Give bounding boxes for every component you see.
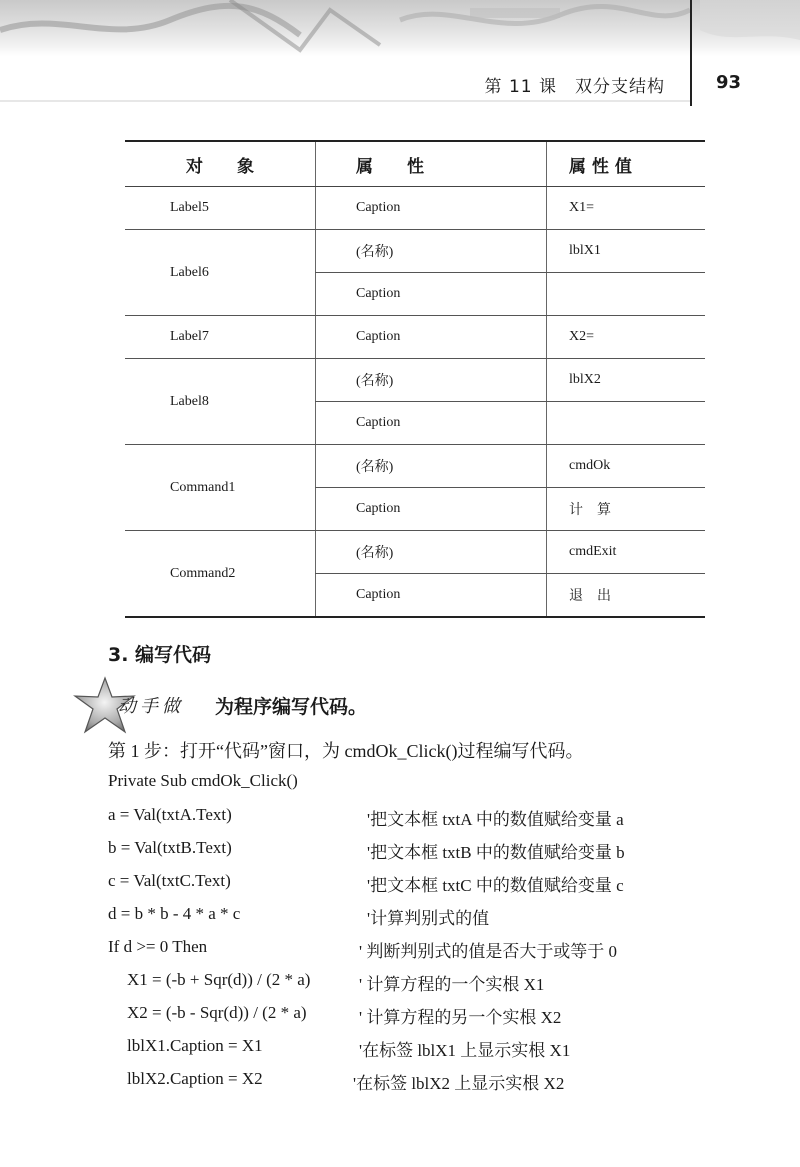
code-comment: '在标签 lblX1 上显示实根 X1 <box>359 1041 571 1060</box>
section-title: 3. 编写代码 <box>108 644 212 666</box>
table-row <box>125 445 705 488</box>
header-value: 属 性 值 <box>547 141 706 187</box>
value-cell: cmdOk <box>547 445 706 488</box>
code-line: d = b * b - 4 * a * c <box>108 904 241 923</box>
property-cell: (名称) <box>316 445 547 488</box>
value-cell <box>547 402 706 445</box>
banner-decoration <box>0 0 800 56</box>
code-comment: ' 判断判别式的值是否大于或等于 0 <box>359 942 618 961</box>
property-cell: Caption <box>316 402 547 445</box>
code-comment: '在标签 lblX2 上显示实根 X2 <box>353 1074 565 1093</box>
object-cell: Label5 <box>125 187 316 230</box>
code-comment: '把文本框 txtB 中的数值赋给变量 b <box>367 843 625 862</box>
code-comment: '把文本框 txtC 中的数值赋给变量 c <box>367 876 624 895</box>
code-line: X1 = (-b + Sqr(d)) / (2 * a) <box>127 970 311 989</box>
chapter-title: 第 11 课 双分支结构 <box>484 77 665 97</box>
value-cell: lblX1 <box>547 230 706 273</box>
properties-table <box>125 140 705 618</box>
code-line: a = Val(txtA.Text) <box>108 805 232 824</box>
code-comment: ' 计算方程的一个实根 X1 <box>359 975 545 994</box>
property-cell: Caption <box>316 316 547 359</box>
header-object: 对 象 <box>125 141 316 187</box>
value-cell: 退 出 <box>547 574 706 618</box>
table-header-row <box>125 141 705 187</box>
table-row <box>125 316 705 359</box>
table-row <box>125 230 705 273</box>
object-cell: Label7 <box>125 316 316 359</box>
header-banner <box>0 0 800 56</box>
code-line: b = Val(txtB.Text) <box>108 838 232 857</box>
object-cell: Command2 <box>125 531 316 618</box>
activity-text: 为程序编写代码。 <box>215 696 368 718</box>
value-cell: cmdExit <box>547 531 706 574</box>
table-row <box>125 359 705 402</box>
header-divider <box>690 0 692 106</box>
code-line: If d >= 0 Then <box>108 937 208 956</box>
activity-label: 动手做 <box>118 696 184 717</box>
value-cell: lblX2 <box>547 359 706 402</box>
table-row <box>125 187 705 230</box>
object-cell: Command1 <box>125 445 316 531</box>
property-cell: Caption <box>316 187 547 230</box>
property-cell: (名称) <box>316 359 547 402</box>
property-cell: (名称) <box>316 531 547 574</box>
code-line: X2 = (-b - Sqr(d)) / (2 * a) <box>127 1003 307 1022</box>
value-cell: X1= <box>547 187 706 230</box>
code-comment: ' 计算方程的另一个实根 X2 <box>359 1008 562 1027</box>
object-cell: Label8 <box>125 359 316 445</box>
property-cell: (名称) <box>316 230 547 273</box>
code-line: Private Sub cmdOk_Click() <box>108 771 298 790</box>
step-instruction: 第 1 步：打开“代码”窗口，为 cmdOk_Click()过程编写代码。 <box>108 741 584 761</box>
table-row <box>125 531 705 574</box>
code-line: c = Val(txtC.Text) <box>108 871 231 890</box>
code-line: lblX2.Caption = X2 <box>127 1069 263 1088</box>
object-cell: Label6 <box>125 230 316 316</box>
property-cell: Caption <box>316 574 547 618</box>
code-comment: '计算判别式的值 <box>367 909 490 928</box>
page-number: 93 <box>716 72 742 93</box>
value-cell: X2= <box>547 316 706 359</box>
code-line: lblX1.Caption = X1 <box>127 1036 263 1055</box>
property-cell: Caption <box>316 488 547 531</box>
code-comment: '把文本框 txtA 中的数值赋给变量 a <box>367 810 624 829</box>
value-cell: 计 算 <box>547 488 706 531</box>
value-cell <box>547 273 706 316</box>
header-property: 属 性 <box>316 141 547 187</box>
property-cell: Caption <box>316 273 547 316</box>
